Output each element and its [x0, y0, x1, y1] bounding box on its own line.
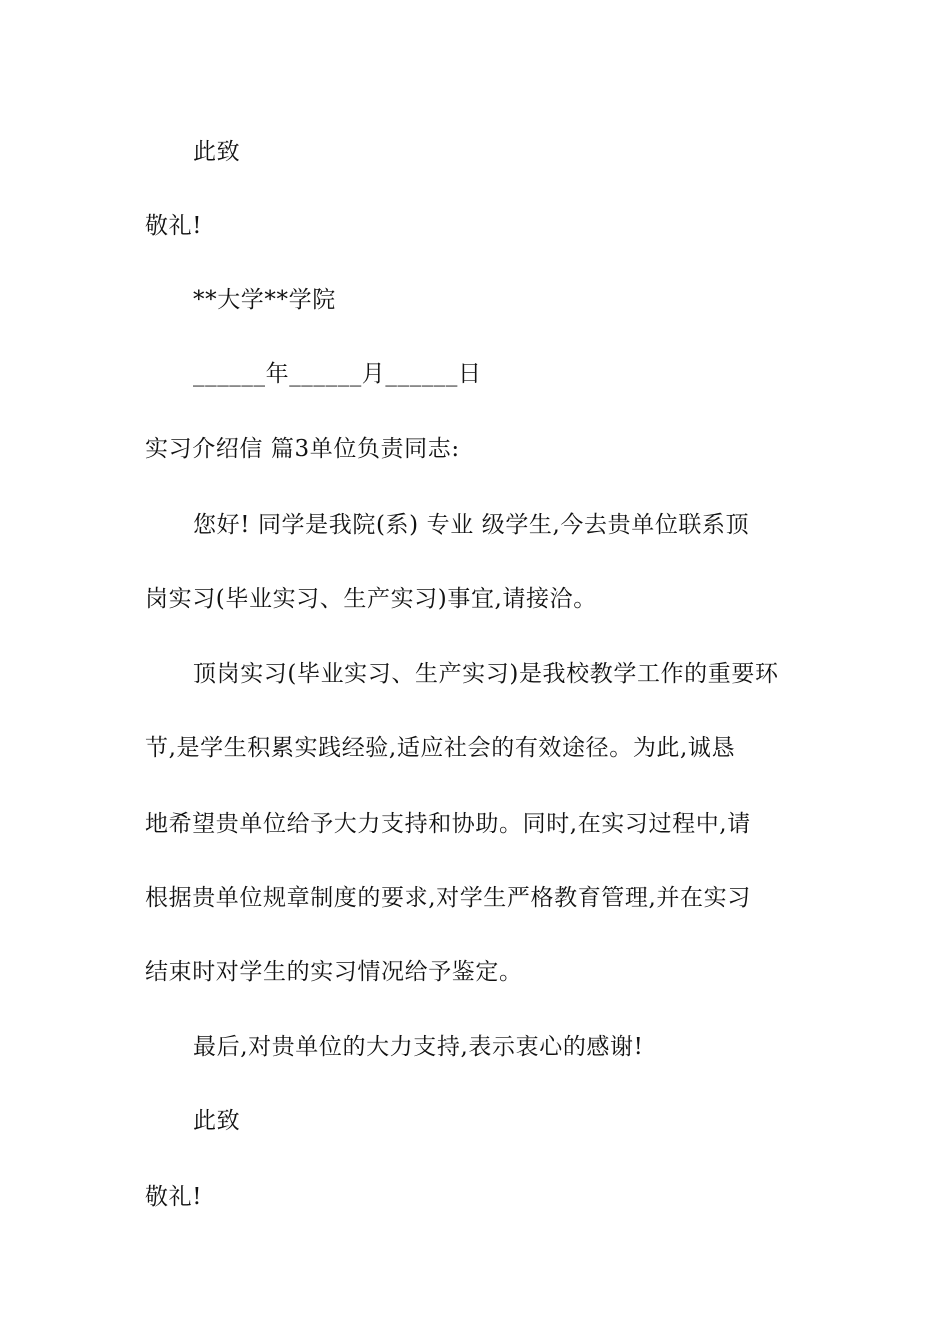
respect-greeting-2: 敬礼! — [145, 1184, 203, 1210]
closing-salutation-2: 此致 — [193, 1108, 241, 1134]
closing-salutation-1: 此致 — [193, 139, 241, 165]
sender-institution: **大学**学院 — [193, 287, 336, 313]
paragraph-1-line-2: 岗实习(毕业实习、生产实习)事宜,请接洽。 — [145, 586, 597, 612]
paragraph-1-line-1: 您好! 同学是我院(系) 专业 级学生,今去贵单位联系顶 — [193, 512, 750, 538]
respect-greeting-1: 敬礼! — [145, 213, 203, 239]
paragraph-3: 最后,对贵单位的大力支持,表示衷心的感谢! — [193, 1034, 644, 1060]
paragraph-2-line-4: 根据贵单位规章制度的要求,对学生严格教育管理,并在实习 — [145, 885, 751, 911]
paragraph-2-line-5: 结束时对学生的实习情况给予鉴定。 — [145, 959, 523, 985]
paragraph-2-line-3: 地希望贵单位给予大力支持和协助。同时,在实习过程中,请 — [145, 811, 751, 837]
paragraph-2-line-1: 顶岗实习(毕业实习、生产实习)是我校教学工作的重要环 — [193, 661, 779, 687]
letter-heading: 实习介绍信 篇3单位负责同志: — [145, 436, 460, 462]
date-blank: ______年______月______日 — [193, 361, 482, 387]
paragraph-2-line-2: 节,是学生积累实践经验,适应社会的有效途径。为此,诚恳 — [145, 735, 736, 761]
